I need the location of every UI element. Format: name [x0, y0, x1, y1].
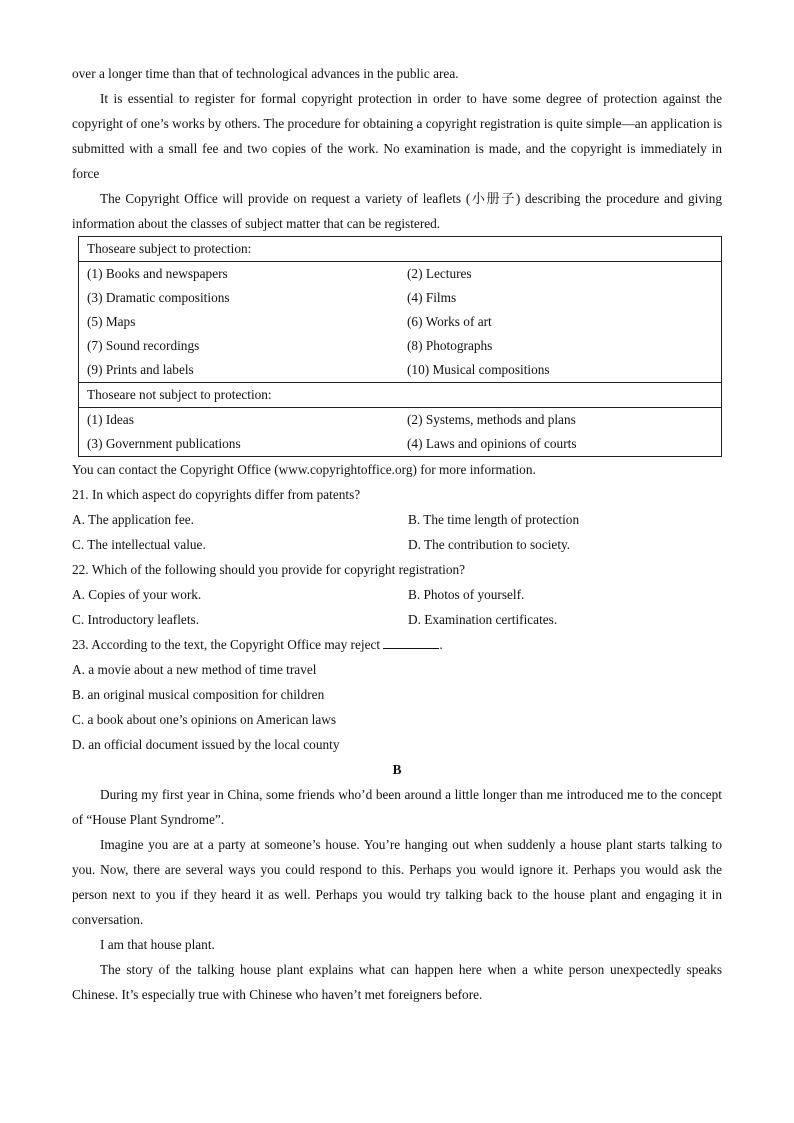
question-22-stem: 22. Which of the following should you provide for copyright registration? [72, 562, 466, 577]
option-23c: C. a book about one’s opinions on American laws [72, 712, 337, 727]
table-cell: (9) Prints and labels [87, 362, 194, 377]
table-cell: (8) Photographs [407, 338, 493, 353]
option-23b: B. an original musical composition for children [72, 687, 325, 702]
contact-line: You can contact the Copyright Office (www.copyrightoffice.org) for more information. [72, 462, 536, 477]
option-22d: D. Examination certificates. [408, 612, 558, 627]
option-22b: B. Photos of yourself. [408, 587, 525, 602]
table-row [79, 334, 722, 358]
table-cell: (3) Dramatic compositions [87, 290, 230, 305]
table-cell: (4) Laws and opinions of courts [407, 436, 577, 451]
paragraph-b4: The story of the talking house plant explains what can happen here when a white person unexpectedly speaks Chinese. It’s especially true with Chinese who haven’t met foreigners before. [72, 962, 722, 1002]
table-row [79, 262, 722, 287]
question-23-period: . [439, 637, 443, 652]
not-protected-header: Thoseare not subject to protection: [79, 383, 722, 408]
option-23a: A. a movie about a new method of time travel [72, 662, 317, 677]
table-cell: (1) Ideas [87, 412, 134, 427]
option-22c: C. Introductory leaflets. [72, 612, 200, 627]
paragraph-b1: During my first year in China, some friends who’d been around a little longer than me introduced me to the concept of “House Plant Syndrome”. [72, 787, 722, 827]
table-row [79, 358, 722, 383]
question-21-stem: 21. In which aspect do copyrights differ from patents? [72, 487, 361, 502]
option-21a: A. The application fee. [72, 512, 194, 527]
table-cell: (10) Musical compositions [407, 362, 550, 377]
document-page [72, 61, 722, 1007]
paragraph-b2: Imagine you are at a party at someone’s house. You’re hanging out when suddenly a house plant starts talking to you. Now, there are several ways you could respond to this. Perhaps you would ignore it. Perhaps you would ask the person next to you if they heard it as well. Perhaps you would try talking back to the house plant and engaging it in conversation. [72, 837, 722, 927]
table-cell: (6) Works of art [407, 314, 492, 329]
option-21d: D. The contribution to society. [408, 537, 571, 552]
option-22a: A. Copies of your work. [72, 587, 202, 602]
paragraph-registration: It is essential to register for formal copyright protection in order to have some degree of protection against the copyright of one’s works by others. The procedure for obtaining a copyright registration is quite simple—an application is submitted with a small fee and two copies of the work. No examination is made, and the copyright is immediately in force [72, 91, 722, 181]
table-cell: (3) Government publications [87, 436, 241, 451]
table-row [79, 408, 722, 433]
option-23d: D. an official document issued by the local county [72, 737, 340, 752]
paragraph-b3: I am that house plant. [100, 937, 215, 952]
table-cell: (4) Films [407, 290, 457, 305]
paragraph-leaflets: The Copyright Office will provide on request a variety of leaflets (小册子) describing the procedure and giving information about the classes of subject matter that can be registered. [72, 191, 722, 231]
table-cell: (7) Sound recordings [87, 338, 200, 353]
table-cell: (2) Lectures [407, 266, 472, 281]
answer-blank [383, 634, 439, 649]
table-cell: (1) Books and newspapers [87, 266, 228, 281]
option-21b: B. The time length of protection [408, 512, 580, 527]
table-cell: (5) Maps [87, 314, 136, 329]
protected-header: Thoseare subject to protection: [79, 237, 722, 262]
option-21c: C. The intellectual value. [72, 537, 206, 552]
table-row [79, 432, 722, 457]
paragraph-continuation: over a longer time than that of technological advances in the public area. [72, 66, 459, 81]
table-row [79, 310, 722, 334]
table-cell: (2) Systems, methods and plans [407, 412, 576, 427]
question-23-text: 23. According to the text, the Copyright Office may reject [72, 637, 381, 652]
table-row [79, 286, 722, 310]
section-heading-b: B [392, 762, 402, 777]
question-23-stem [72, 632, 722, 657]
protection-table [78, 236, 722, 457]
